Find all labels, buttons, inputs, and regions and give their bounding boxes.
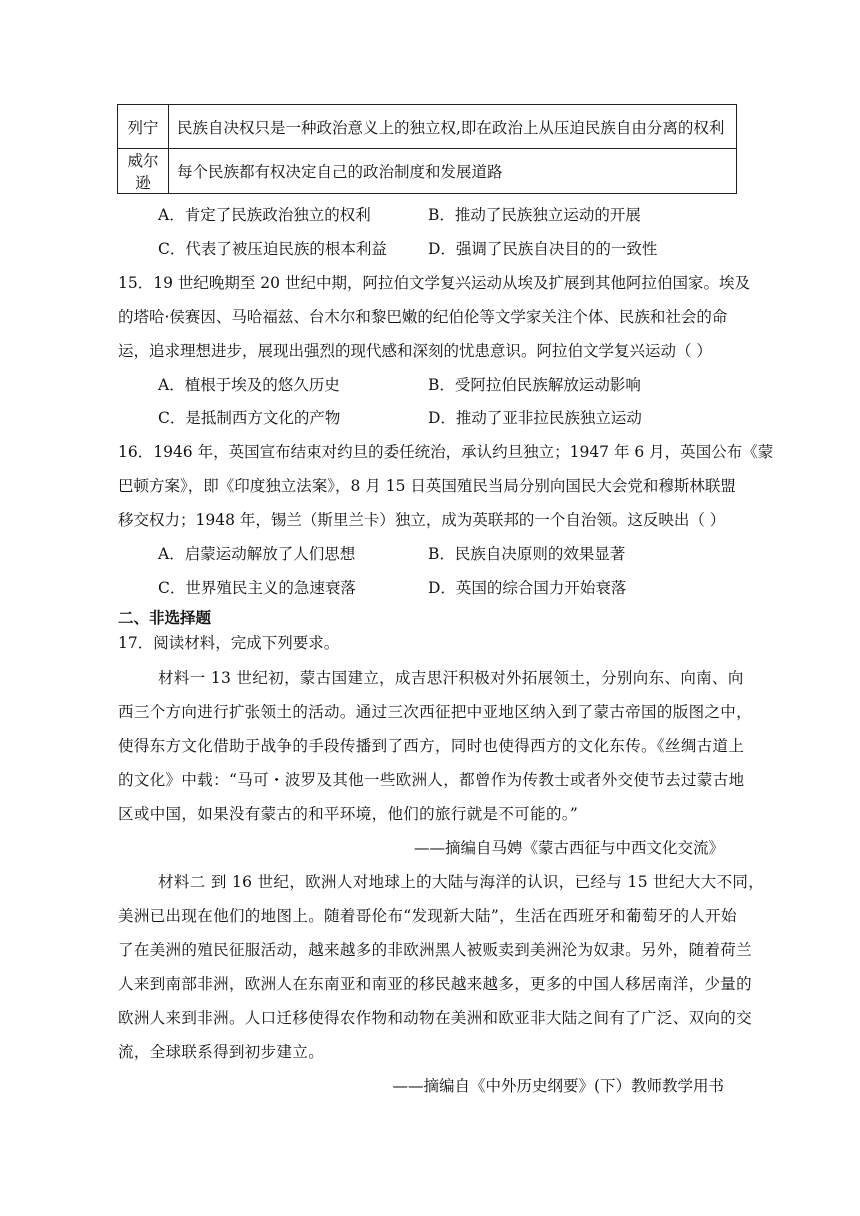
material2-line: 人来到南部非洲，欧洲人在东南亚和南亚的移民越来越多，更多的中国人移居南洋，少量的 [118, 975, 753, 993]
q15-option-b: B．受阿拉伯民族解放运动影响 [428, 376, 641, 394]
material1-source: ——摘编自马娉《蒙古西征与中西文化交流》 [413, 839, 724, 857]
table-cell-name: 列宁 [118, 105, 169, 149]
material2-source: ——摘编自《中外历史纲要》(下）教师教学用书 [392, 1077, 724, 1095]
comparison-table [117, 104, 737, 194]
material1-line: 西三个方向进行扩张领土的活动。通过三次西征把中亚地区纳入到了蒙古帝国的版图之中， [118, 703, 753, 721]
q16-option-c: C．世界殖民主义的急速衰落 [158, 579, 356, 597]
q14-option-b: B．推动了民族独立运动的开展 [428, 206, 641, 224]
material1-line: 材料一 13 世纪初，蒙古国建立，成吉思汗积极对外拓展领土，分别向东、向南、向 [158, 669, 744, 687]
material1-line: 的文化》中载：“马可・波罗及其他一些欧洲人，都曾作为传教士或者外交使节去过蒙古地 [118, 771, 745, 789]
q16-stem-line: 16．1946 年，英国宣布结束对约旦的委任统治，承认约旦独立；1947 年 6 月，英国公布《蒙 [118, 443, 774, 461]
q15-stem-line: 15．19 世纪晚期至 20 世纪中期，阿拉伯文学复兴运动从埃及扩展到其他阿拉伯国家。埃及 [118, 274, 750, 292]
material2-line: 流，全球联系得到初步建立。 [118, 1043, 325, 1061]
material2-line: 欧洲人来到非洲。人口迁移使得农作物和动物在美洲和欧亚非大陆之间有了广泛、双向的交 [118, 1009, 753, 1027]
q17-intro: 17．阅读材料，完成下列要求。 [118, 634, 340, 652]
q16-option-d: D．英国的综合国力开始衰落 [428, 579, 627, 597]
q14-option-d: D．强调了民族自决目的的一致性 [428, 240, 658, 258]
table-cell-text: 每个民族都有权决定自己的政治制度和发展道路 [169, 149, 737, 194]
q15-stem-line: 运，追求理想进步，展现出强烈的现代感和深刻的忧患意识。阿拉伯文学复兴运动（ ） [118, 342, 712, 360]
q15-stem-line: 的塔哈·侯赛因、马哈福兹、台木尔和黎巴嫩的纪伯伦等文学家关注个体、民族和社会的命 [118, 308, 728, 326]
q15-option-d: D．推动了亚非拉民族独立运动 [428, 409, 642, 427]
q16-option-a: A．启蒙运动解放了人们思想 [158, 545, 356, 563]
material2-line: 材料二 到 16 世纪，欧洲人对地球上的大陆与海洋的认识，已经与 15 世纪大大不同， [158, 873, 765, 891]
table-cell-text: 民族自决权只是一种政治意义上的独立权,即在政治上从压迫民族自由分离的权利 [169, 105, 737, 149]
table-row [118, 149, 737, 194]
q15-option-a: A．植根于埃及的悠久历史 [158, 376, 340, 394]
material1-line: 使得东方文化借助于战争的手段传播到了西方，同时也使得西方的文化东传。《丝绸古道上 [118, 737, 745, 755]
q16-stem-line: 移交权力；1948 年，锡兰（斯里兰卡）独立，成为英联邦的一个自治领。这反映出（ ） [118, 511, 726, 529]
table-row [118, 105, 737, 149]
section-title: 二、非选择题 [118, 608, 212, 627]
table-cell-name: 威尔逊 [118, 149, 169, 194]
q16-option-b: B．民族自决原则的效果显著 [428, 545, 626, 563]
material2-line: 美洲已出现在他们的地图上。随着哥伦布“发现新大陆”，生活在西班牙和葡萄牙的人开始 [118, 907, 737, 925]
q15-option-c: C．是抵制西方文化的产物 [158, 409, 341, 427]
material1-line: 区或中国，如果没有蒙古的和平环境，他们的旅行就是不可能的。” [118, 805, 579, 823]
q14-option-c: C．代表了被压迫民族的根本利益 [158, 240, 387, 258]
material2-line: 了在美洲的殖民征服活动，越来越多的非欧洲黑人被贩卖到美洲沦为奴隶。另外，随着荷兰 [118, 941, 753, 959]
q16-stem-line: 巴顿方案》，即《印度独立法案》，8 月 15 日英国殖民当局分别向国民大会党和穆斯林联盟 [118, 477, 736, 495]
q14-option-a: A．肯定了民族政治独立的权利 [158, 206, 371, 224]
